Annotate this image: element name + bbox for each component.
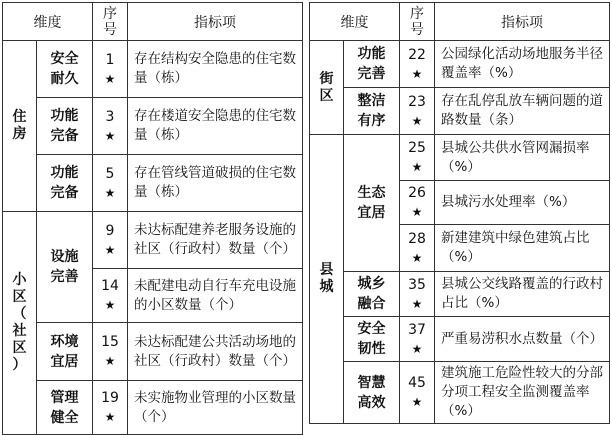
level2-label: 管理 健全 (37, 381, 93, 435)
star-icon: ★ (104, 185, 116, 200)
star-icon: ★ (104, 71, 116, 86)
seq-cell: 28 ★ (400, 225, 435, 272)
star-icon: ★ (411, 113, 423, 128)
star-icon: ★ (411, 296, 423, 311)
level2-label: 功能 完备 (37, 98, 93, 155)
seq-cell: 14 ★ (93, 269, 128, 323)
level1-label-county: 县 城 (310, 135, 344, 424)
indicator-cell: 县城污水处理率（%） (435, 181, 610, 225)
indicator-table-right (309, 2, 610, 424)
indicator-cell: 县城公交线路覆盖的行政村占比（%） (435, 272, 610, 317)
table-row (310, 88, 610, 135)
level2-label: 功能 完善 (344, 41, 400, 88)
star-icon: ★ (104, 410, 116, 424)
star-icon: ★ (104, 354, 116, 368)
table-row (310, 362, 610, 424)
star-icon: ★ (411, 205, 423, 219)
table-row (3, 381, 303, 435)
seq-cell: 25 ★ (400, 135, 435, 181)
level2-label: 安全 耐久 (37, 41, 93, 98)
level2-label: 环境 宜居 (37, 323, 93, 381)
seq-cell: 15 ★ (93, 323, 128, 381)
header-seq: 序 号 (400, 3, 435, 41)
header-dimension: 维度 (310, 3, 400, 41)
level1-label-block: 街 区 (310, 41, 344, 135)
indicator-cell: 未配建电动自行车充电设施的小区数量（个） (128, 269, 303, 323)
indicator-cell: 新建建筑中绿色建筑占比（%） (435, 225, 610, 272)
level2-label: 设施 完善 (37, 212, 93, 323)
level2-label: 智慧 高效 (344, 362, 400, 424)
indicator-cell: 存在乱停乱放车辆问题的道路数量（条） (435, 88, 610, 135)
indicator-cell: 严重易涝积水点数量（个） (435, 317, 610, 362)
seq-cell: 22 ★ (400, 41, 435, 88)
star-icon: ★ (104, 128, 116, 143)
indicator-cell: 建筑施工危险性较大的分部分项工程安全监测覆盖率（%） (435, 362, 610, 424)
header-indicator: 指标项 (435, 3, 610, 41)
star-icon: ★ (104, 242, 116, 257)
star-icon: ★ (104, 298, 116, 312)
star-icon: ★ (411, 395, 423, 409)
header-indicator: 指标项 (128, 3, 303, 41)
indicator-cell: 县城公共供水管网漏损率（%） (435, 135, 610, 181)
header-dimension: 维度 (3, 3, 93, 41)
star-icon: ★ (411, 66, 423, 81)
seq-cell: 3 ★ (93, 98, 128, 155)
table-row (3, 41, 303, 98)
level2-label: 功能 完备 (37, 155, 93, 212)
table-row (310, 317, 610, 362)
seq-cell: 35 ★ (400, 272, 435, 317)
seq-cell: 9 ★ (93, 212, 128, 269)
indicator-cell: 未达标配建公共活动场地的社区（行政村）数量（个） (128, 323, 303, 381)
indicator-table-left (2, 2, 303, 435)
seq-cell: 26 ★ (400, 181, 435, 225)
table-row (310, 135, 610, 181)
indicator-cell: 公园绿化活动场地服务半径覆盖率（%） (435, 41, 610, 88)
seq-cell: 5 ★ (93, 155, 128, 212)
seq-cell: 45 ★ (400, 362, 435, 424)
level2-label: 城乡 融合 (344, 272, 400, 317)
indicator-cell: 存在结构安全隐患的住宅数量（栋） (128, 41, 303, 98)
star-icon: ★ (411, 160, 423, 174)
level2-label: 生态 宜居 (344, 135, 400, 272)
table-row (310, 272, 610, 317)
table-row (310, 41, 610, 88)
indicator-cell: 未达标配建养老服务设施的社区（行政村）数量（个） (128, 212, 303, 269)
indicator-cell: 存在楼道安全隐患的住宅数量（栋） (128, 98, 303, 155)
seq-cell: 1 ★ (93, 41, 128, 98)
indicator-cell: 存在管线管道破损的住宅数量（栋） (128, 155, 303, 212)
seq-cell: 23 ★ (400, 88, 435, 135)
star-icon: ★ (411, 250, 423, 265)
table-row (3, 155, 303, 212)
table-row (3, 98, 303, 155)
level2-label: 安全 韧性 (344, 317, 400, 362)
indicator-cell: 未实施物业管理的小区数量（个） (128, 381, 303, 435)
table-row (3, 323, 303, 381)
table-row (3, 212, 303, 269)
seq-cell: 37 ★ (400, 317, 435, 362)
level1-label-community: 小 区 （ 社 区 ） (3, 212, 37, 435)
header-seq: 序 号 (93, 3, 128, 41)
level2-label: 整洁 有序 (344, 88, 400, 135)
level1-label-housing: 住 房 (3, 41, 37, 212)
seq-cell: 19 ★ (93, 381, 128, 435)
star-icon: ★ (411, 341, 423, 356)
